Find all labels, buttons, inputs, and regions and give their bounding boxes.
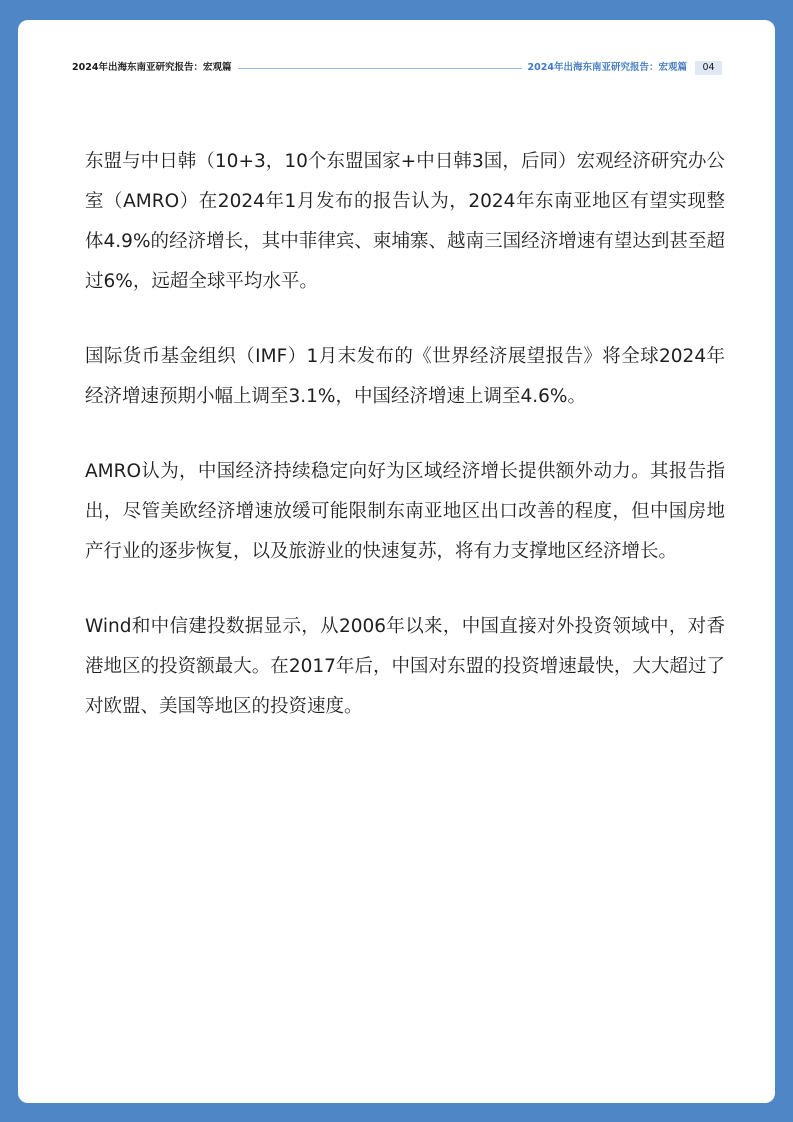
paragraph-imf-outlook: 国际货币基金组织（IMF）1月末发布的《世界经济展望报告》将全球2024年经济增速预期小幅上调至3.1%，中国经济增速上调至4.6%。 <box>85 346 725 407</box>
paragraph-investment-data: Wind和中信建投数据显示，从2006年以来，中国直接对外投资领域中，对香港地区的投资额最大。在2017年后，中国对东盟的投资增速最快，大大超过了对欧盟、美国等地区的投资速度。 <box>85 616 725 717</box>
page-header <box>72 60 722 76</box>
body-text <box>85 142 725 762</box>
paragraph-amro-forecast: 东盟与中日韩（10+3，10个东盟国家+中日韩3国，后同）宏观经济研究办公室（AMRO）在2024年1月发布的报告认为，2024年东南亚地区有望实现整体4.9%的经济增长，其中菲律宾、柬埔寨、越南三国经济增速有望达到甚至超过6%，远超全球平均水平。 <box>85 151 725 292</box>
header-left-title: 2024年出海东南亚研究报告：宏观篇 <box>72 62 232 73</box>
header-divider <box>238 68 521 69</box>
page-number-badge: 04 <box>695 61 722 75</box>
header-right-title: 2024年出海东南亚研究报告：宏观篇 <box>527 62 687 73</box>
paragraph-china-momentum: AMRO认为，中国经济持续稳定向好为区域经济增长提供额外动力。其报告指出，尽管美欧经济增速放缓可能限制东南亚地区出口改善的程度，但中国房地产行业的逐步恢复，以及旅游业的快速复苏，将有力支撑地区经济增长。 <box>85 461 725 562</box>
